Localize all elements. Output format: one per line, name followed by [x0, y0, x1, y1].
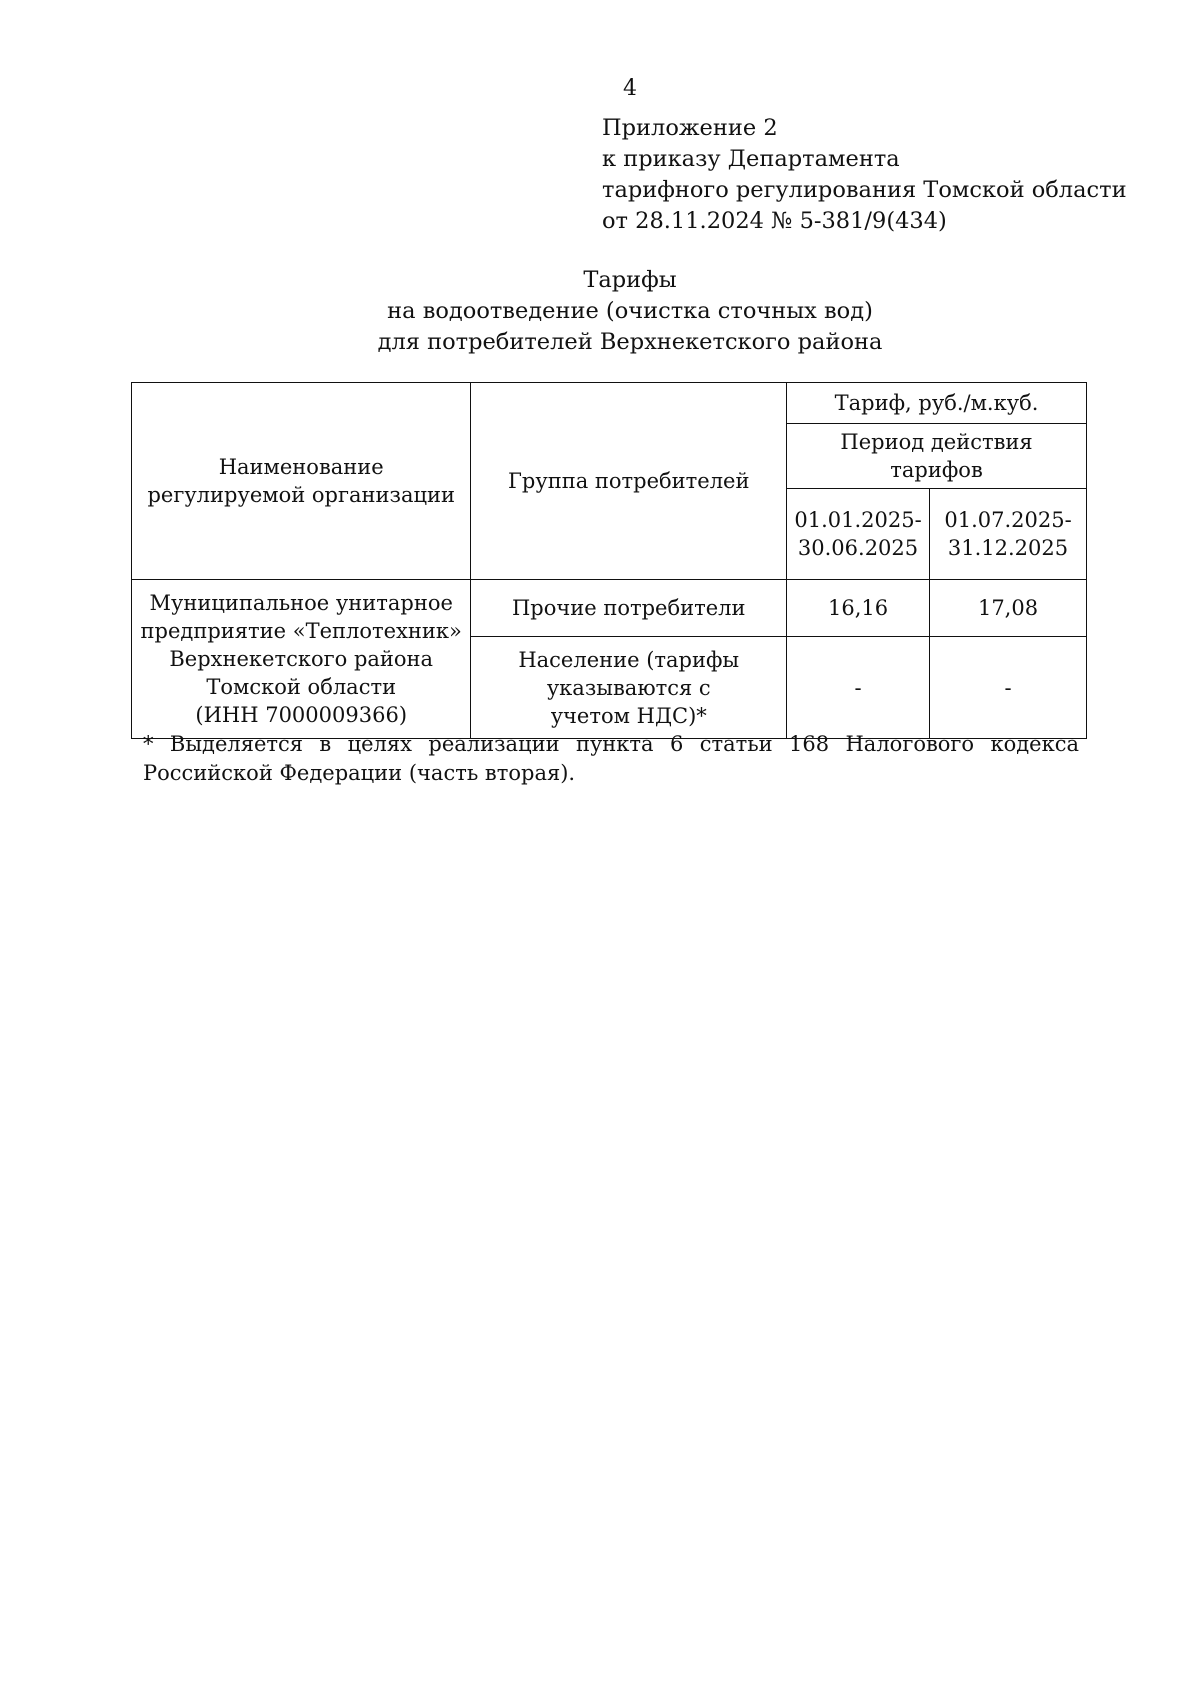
organization-line: Муниципальное унитарное	[149, 591, 453, 615]
organization-line: Томской области	[206, 675, 397, 699]
appendix-line: от 28.11.2024 № 5-381/9(434)	[602, 208, 947, 234]
organization-line: (ИНН 7000009366)	[195, 703, 408, 727]
document-title	[0, 265, 1200, 358]
appendix-line: тарифного регулирования Томской области	[602, 177, 1127, 203]
header-consumer-group: Группа потребителей	[471, 383, 787, 580]
footnote: * Выделяется в целях реализации пункта 6 статьи 168 Налогового кодекса Российской Федерации (часть вторая).	[143, 732, 1079, 785]
tariff-value-cell: 17,08	[930, 580, 1087, 637]
header-tariff: Тариф, руб./м.куб.	[787, 383, 1087, 424]
organization-line: предприятие «Теплотехник»	[140, 619, 462, 643]
header-period-1: 01.01.2025-30.06.2025	[787, 489, 930, 580]
consumer-group-cell: Население (тарифы указываются с учетом НДС)*	[471, 637, 787, 739]
appendix-line: к приказу Департамента	[602, 146, 900, 172]
organization-line: Верхнекетского района	[169, 647, 434, 671]
tariff-value-cell: -	[930, 637, 1087, 739]
tariff-value-cell: 16,16	[787, 580, 930, 637]
title-line: на водоотведение (очистка сточных вод)	[387, 298, 873, 324]
page-number: 4	[623, 76, 637, 101]
consumer-group-cell: Прочие потребители	[471, 580, 787, 637]
tariff-value-cell: -	[787, 637, 930, 739]
tariffs-table	[131, 382, 1087, 739]
table-row	[132, 580, 1087, 637]
header-period: Период действия тарифов	[787, 424, 1087, 489]
title-line: Тарифы	[583, 267, 677, 293]
appendix-line: Приложение 2	[602, 115, 778, 141]
header-organization: Наименование регулируемой организации	[132, 383, 471, 580]
appendix-reference	[602, 113, 1127, 237]
header-period-2: 01.07.2025-31.12.2025	[930, 489, 1087, 580]
title-line: для потребителей Верхнекетского района	[377, 329, 883, 355]
organization-cell	[132, 580, 471, 739]
